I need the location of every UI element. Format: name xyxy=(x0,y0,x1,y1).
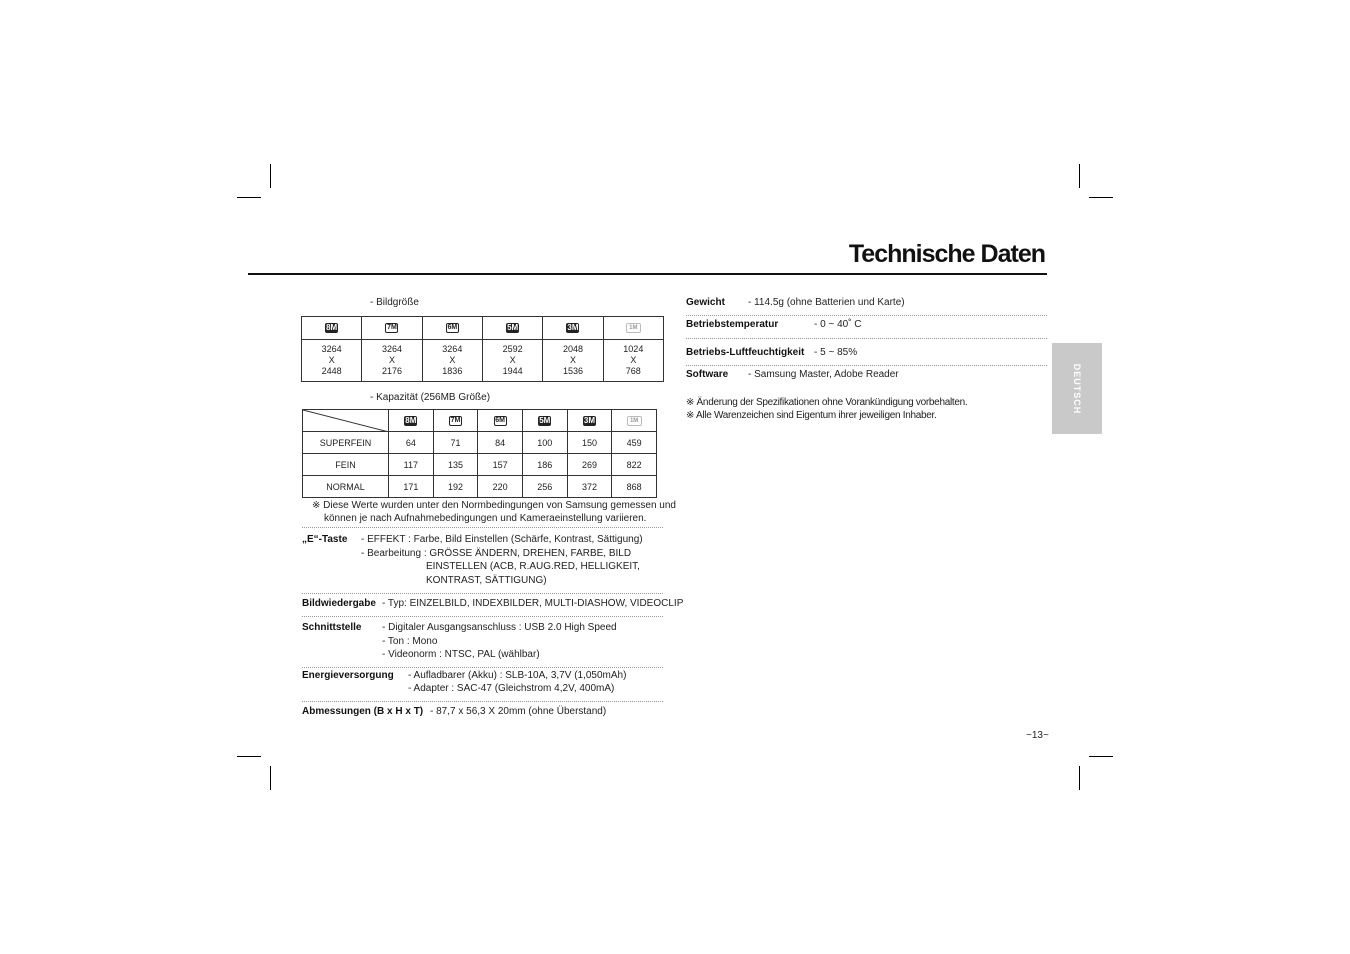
cap-1m-icon: 1M xyxy=(627,416,642,426)
power-label: Energieversorgung xyxy=(302,670,394,681)
image-size-table xyxy=(301,316,664,382)
crop-mark xyxy=(237,197,261,198)
cap-5m-header xyxy=(522,410,567,432)
dimensions-label: Abmessungen (B x H x T) xyxy=(302,706,424,717)
diagonal-header-cell xyxy=(303,410,389,432)
crop-mark xyxy=(237,756,261,757)
capacity-note-line-2: können je nach Aufnahmebedingungen und Kameraeinstellung variieren. xyxy=(324,513,647,524)
capacity-value: 71 xyxy=(433,432,478,454)
resolution-cell: 3264 X 2448 xyxy=(302,340,362,382)
op-humidity-label: Betriebs-Luftfeuchtigkeit xyxy=(686,347,805,358)
note-mark: ※ xyxy=(312,500,321,511)
cap-1m-header xyxy=(612,410,657,432)
size-3m-icon: 3M xyxy=(567,323,579,333)
size-7m-icon: 7M xyxy=(387,324,397,332)
capacity-value: 84 xyxy=(478,432,523,454)
dimensions-value: - 87,7 x 56,3 X 20mm (ohne Überstand) xyxy=(430,706,607,717)
crop-mark xyxy=(270,766,271,790)
divider xyxy=(686,365,1047,366)
cap-6m-icon: 6M xyxy=(495,416,505,424)
table-row xyxy=(303,476,657,498)
size-8m-header xyxy=(302,317,362,340)
note-line-1: Diese Werte wurden unter den Normbedingungen von Samsung gemessen und xyxy=(323,500,676,511)
crop-mark xyxy=(1089,756,1113,757)
op-humidity-value: - 5 ~ 85% xyxy=(814,347,858,358)
divider xyxy=(302,667,663,668)
quality-label: NORMAL xyxy=(303,476,389,498)
size-5m-icon: 5M xyxy=(507,323,519,333)
resolution-cell: 2048 X 1536 xyxy=(543,340,603,382)
capacity-value: 135 xyxy=(433,454,478,476)
op-temp-value: - 0 ~ 40˚ C xyxy=(814,319,862,330)
capacity-value: 269 xyxy=(567,454,612,476)
table-row xyxy=(303,454,657,476)
page-title: Technische Daten xyxy=(848,240,1045,268)
language-tab xyxy=(1052,343,1102,434)
diagonal-line xyxy=(303,410,389,432)
cap-3m-icon: 3M xyxy=(583,415,596,425)
interface-line-3: - Videonorm : NTSC, PAL (wählbar) xyxy=(382,649,540,660)
capacity-value: 100 xyxy=(522,432,567,454)
size-6m-icon: 6M xyxy=(447,324,458,332)
size-5m-header xyxy=(482,317,542,340)
quality-label: FEIN xyxy=(303,454,389,476)
divider xyxy=(302,593,663,594)
quality-label: SUPERFEIN xyxy=(303,432,389,454)
software-label: Software xyxy=(686,369,729,380)
resolution-cell: 2592 X 1944 xyxy=(482,340,542,382)
e-key-line-3: EINSTELLEN (ACB, R.AUG.RED, HELLIGKEIT, xyxy=(426,561,640,572)
cap-3m-header xyxy=(567,410,612,432)
divider xyxy=(686,315,1047,316)
cap-5m-icon: 5M xyxy=(539,415,551,425)
software-value: - Samsung Master, Adobe Reader xyxy=(748,369,899,380)
interface-line-1: - Digitaler Ausgangsanschluss : USB 2.0 High Speed xyxy=(382,622,617,633)
divider xyxy=(686,338,1047,339)
capacity-value: 157 xyxy=(478,454,523,476)
size-1m-header xyxy=(603,317,663,340)
playback-label: Bildwiedergabe xyxy=(302,598,376,609)
capacity-value: 459 xyxy=(612,432,657,454)
crop-mark xyxy=(1089,197,1113,198)
capacity-value: 192 xyxy=(433,476,478,498)
trademark-note: ※ Alle Warenzeichen sind Eigentum ihrer jeweiligen Inhaber. xyxy=(686,410,937,421)
table-row xyxy=(303,432,657,454)
capacity-value: 171 xyxy=(389,476,434,498)
resolution-cell: 3264 X 1836 xyxy=(422,340,482,382)
e-key-line-4: KONTRAST, SÄTTIGUNG) xyxy=(426,575,547,586)
size-8m-icon: 8M xyxy=(326,323,338,333)
cap-8m-icon: 8M xyxy=(405,415,417,425)
capacity-note xyxy=(312,499,676,512)
capacity-value: 220 xyxy=(478,476,523,498)
interface-line-2: - Ton : Mono xyxy=(382,636,438,647)
capacity-value: 256 xyxy=(522,476,567,498)
capacity-value: 822 xyxy=(612,454,657,476)
capacity-value: 186 xyxy=(522,454,567,476)
crop-mark xyxy=(1079,164,1080,188)
divider xyxy=(302,701,663,702)
capacity-value: 868 xyxy=(612,476,657,498)
cap-6m-header xyxy=(478,410,523,432)
crop-mark xyxy=(270,164,271,188)
capacity-table xyxy=(302,409,657,498)
language-tab-label: DEUTSCH xyxy=(1072,363,1082,414)
capacity-value: 64 xyxy=(389,432,434,454)
power-line-1: - Aufladbarer (Akku) : SLB-10A, 3,7V (1,050mAh) xyxy=(408,670,627,681)
cap-7m-icon: 7M xyxy=(450,416,461,424)
size-7m-header xyxy=(362,317,422,340)
capacity-value: 150 xyxy=(567,432,612,454)
power-line-2: - Adapter : SAC-47 (Gleichstrom 4,2V, 400mA) xyxy=(408,683,615,694)
cap-7m-header xyxy=(433,410,478,432)
capacity-value: 372 xyxy=(567,476,612,498)
size-6m-header xyxy=(422,317,482,340)
op-temp-label: Betriebstemperatur xyxy=(686,319,779,330)
size-3m-header xyxy=(543,317,603,340)
e-key-line-2: - Bearbeitung : GRÖSSE ÄNDERN, DREHEN, FARBE, BILD xyxy=(361,548,632,559)
interface-label: Schnittstelle xyxy=(302,622,362,633)
spec-change-note: ※ Änderung der Spezifikationen ohne Vorankündigung vorbehalten. xyxy=(686,397,968,408)
size-1m-icon: 1M xyxy=(626,323,641,333)
capacity-value: 117 xyxy=(389,454,434,476)
capacity-caption: - Kapazität (256MB Größe) xyxy=(370,392,491,403)
divider xyxy=(302,527,663,528)
resolution-cell: 3264 X 2176 xyxy=(362,340,422,382)
playback-value: - Typ: EINZELBILD, INDEXBILDER, MULTI-DIASHOW, VIDEOCLIP xyxy=(382,598,684,609)
page-number: ~13~ xyxy=(1026,730,1049,741)
resolution-cell: 1024 X 768 xyxy=(603,340,663,382)
crop-mark xyxy=(1079,766,1080,790)
weight-label: Gewicht xyxy=(686,297,725,308)
weight-value: - 114.5g (ohne Batterien und Karte) xyxy=(748,297,905,308)
cap-8m-header xyxy=(389,410,434,432)
image-size-caption: - Bildgröße xyxy=(370,297,419,308)
e-key-line-1: - EFFEKT : Farbe, Bild Einstellen (Schärfe, Kontrast, Sättigung) xyxy=(361,534,643,545)
title-rule xyxy=(248,273,1047,275)
e-key-label: „E“-Taste xyxy=(302,534,348,545)
divider xyxy=(302,616,663,617)
